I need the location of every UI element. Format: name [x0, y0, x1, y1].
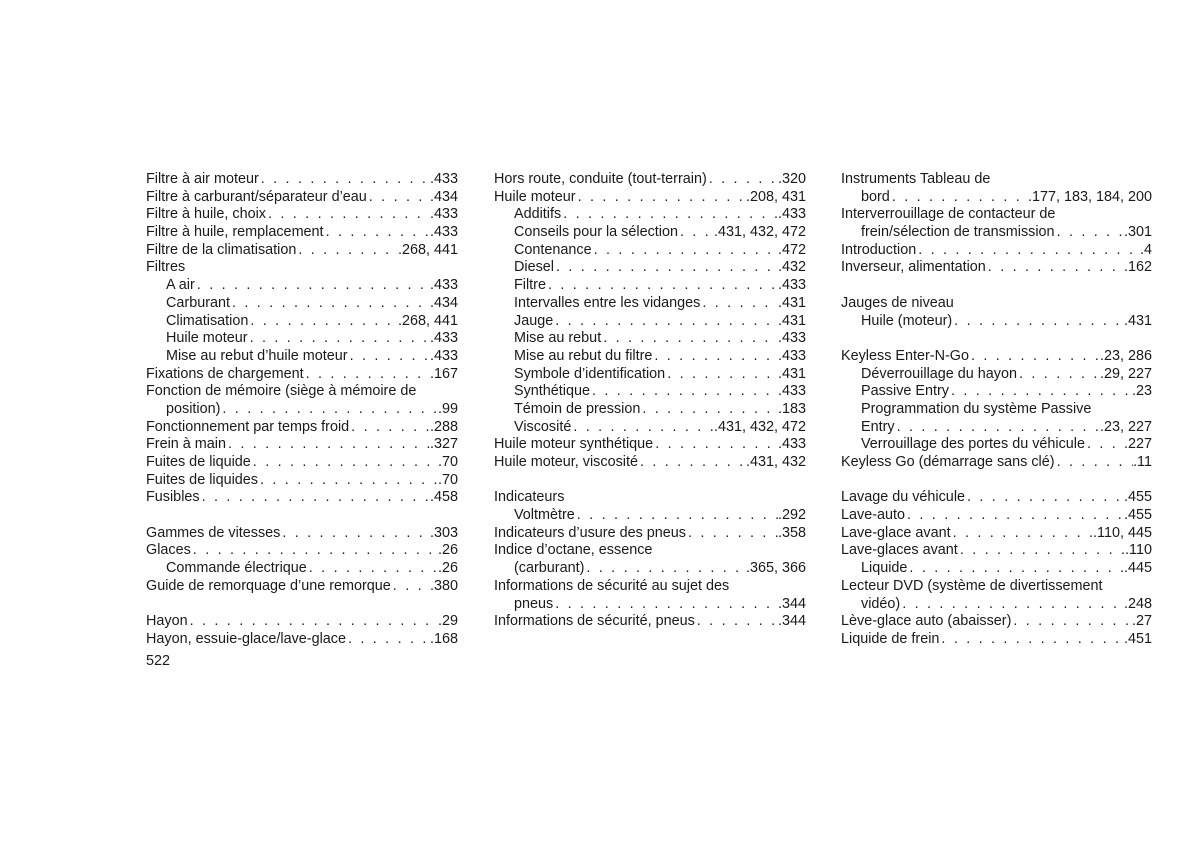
index-entry	[841, 295, 1152, 313]
index-entry-text: Fuites de liquides	[146, 471, 258, 488]
index-page-reference: .451	[1123, 630, 1152, 647]
index-entry-text: Déverrouillage du hayon	[861, 365, 1017, 382]
index-entry-text: Diesel	[514, 259, 554, 276]
dot-leader	[1055, 224, 1124, 242]
index-page-reference: .433	[777, 277, 806, 294]
index-entry-text: Lave-auto	[841, 507, 906, 524]
index-page-reference: .303	[429, 524, 458, 541]
index-entry-text: Lave-glace avant	[841, 524, 951, 541]
index-entry-text: Filtre	[514, 277, 546, 294]
dot-leader	[561, 206, 778, 224]
dot-leader	[951, 525, 1093, 543]
dot-leader	[895, 419, 1100, 437]
index-subentry	[841, 189, 1152, 207]
index-page-reference: .433	[777, 383, 806, 400]
index-page-reference: .433	[429, 171, 458, 187]
index-page-reference: .292	[777, 507, 806, 524]
index-subentry	[494, 295, 806, 313]
index-spacer	[146, 596, 458, 614]
page-number: 522	[146, 653, 171, 669]
index-entry-text: Lève-glace auto (abaisser)	[841, 613, 1012, 630]
index-page-reference: .431, 432	[745, 454, 806, 470]
index-entry	[841, 489, 1152, 507]
index-page-reference: .23, 227	[1099, 418, 1152, 435]
index-entry	[841, 631, 1152, 649]
index-page-reference: .320	[777, 171, 806, 187]
index-subentry	[841, 596, 1152, 614]
index-page-reference: .301	[1123, 224, 1152, 241]
dot-leader	[546, 277, 778, 295]
index-subentry	[494, 401, 806, 419]
dot-leader	[601, 330, 778, 348]
index-page-reference: .227	[1123, 436, 1152, 453]
dot-leader	[905, 507, 1124, 525]
dot-leader	[653, 436, 778, 454]
index-subentry	[146, 277, 458, 295]
dot-leader	[251, 454, 438, 472]
index-entry	[494, 189, 806, 207]
index-subentry	[146, 295, 458, 313]
index-entry-text: Keyless Go (démarrage sans clé)	[841, 454, 1055, 470]
index-page-reference: .433	[777, 347, 806, 364]
index-page-reference: .433	[429, 347, 458, 364]
dot-leader	[1011, 613, 1132, 631]
index-page-reference: .433	[777, 330, 806, 347]
index-subentry	[494, 259, 806, 277]
dot-leader	[584, 560, 746, 578]
index-entry	[841, 578, 1152, 596]
index-entry	[494, 578, 806, 596]
index-subentry	[841, 224, 1152, 242]
index-entry-text: Fonction de mémoire (siège à mémoire de	[146, 383, 417, 400]
dot-leader	[266, 206, 430, 224]
dot-leader	[575, 507, 778, 525]
index-entry-text: Filtre à huile, choix	[146, 206, 266, 223]
index-subentry	[841, 366, 1152, 384]
dot-leader	[638, 454, 746, 472]
dot-leader	[1055, 454, 1134, 472]
index-subentry	[146, 560, 458, 578]
dot-leader	[1017, 366, 1100, 384]
index-page-reference: .268, 441	[397, 312, 458, 329]
index-subentry	[841, 560, 1152, 578]
index-column-1	[146, 171, 458, 649]
index-entry-text: Gammes de vitesses	[146, 524, 281, 541]
dot-leader	[348, 348, 430, 366]
index-page-reference: .433	[429, 206, 458, 223]
index-subentry	[494, 313, 806, 331]
index-entry	[146, 436, 458, 454]
dot-leader	[695, 613, 778, 631]
index-entry-text: Climatisation	[166, 312, 249, 329]
index-subentry	[841, 436, 1152, 454]
index-entry-text: Hayon	[146, 613, 188, 630]
index-entry	[146, 366, 458, 384]
index-page-reference: .177, 183, 184, 200	[1027, 188, 1152, 205]
dot-leader	[640, 401, 778, 419]
index-entry	[494, 436, 806, 454]
index-page-reference: .70	[437, 454, 458, 470]
dot-leader	[678, 224, 714, 242]
index-page-reference: .167	[429, 365, 458, 382]
index-entry	[841, 259, 1152, 277]
dot-leader	[248, 313, 398, 331]
dot-leader	[969, 348, 1100, 366]
index-entry-text: Interverrouillage de contacteur de	[841, 206, 1056, 223]
index-column-3	[841, 171, 1152, 649]
index-page-reference: .433	[777, 206, 806, 223]
index-entry-text: Huile moteur, viscosité	[494, 454, 638, 470]
index-entry	[841, 454, 1152, 472]
index-subentry	[841, 419, 1152, 437]
index-entry	[841, 348, 1152, 366]
index-entry-text: Passive Entry	[861, 383, 949, 400]
index-page-reference: .434	[429, 294, 458, 311]
dot-leader	[652, 348, 778, 366]
dot-leader	[220, 401, 438, 419]
index-column-2	[494, 171, 806, 631]
index-spacer	[841, 277, 1152, 295]
index-page-reference: .433	[429, 277, 458, 294]
index-entry-text: Fusibles	[146, 489, 200, 506]
index-entry	[494, 489, 806, 507]
index-entry-text: Mise au rebut d’huile moteur	[166, 347, 348, 364]
index-entry-text: Lavage du véhicule	[841, 489, 966, 506]
index-entry-text: Commande électrique	[166, 560, 307, 577]
index-page-reference: .431	[777, 294, 806, 311]
index-entry-text: frein/sélection de transmission	[861, 224, 1055, 241]
index-entry-text: Introduction	[841, 241, 917, 258]
index-entry	[146, 383, 458, 401]
index-entry	[146, 613, 458, 631]
dot-leader	[553, 596, 778, 614]
index-subentry	[146, 330, 458, 348]
index-page-reference: .26	[437, 542, 458, 559]
index-entry-text: Liquide	[861, 560, 908, 577]
index-page-reference: .70	[437, 471, 458, 488]
index-spacer	[146, 507, 458, 525]
index-page-reference: .431	[777, 312, 806, 329]
dot-leader	[592, 242, 778, 260]
dot-leader	[665, 366, 778, 384]
dot-leader	[965, 489, 1124, 507]
dot-leader	[259, 171, 430, 189]
index-page-reference: .168	[429, 630, 458, 647]
index-entry	[494, 542, 806, 560]
index-subentry	[494, 419, 806, 437]
dot-leader	[576, 189, 746, 207]
index-entry-text: Voltmètre	[514, 507, 575, 524]
index-page-reference: .208, 431	[745, 188, 806, 205]
index-page-reference: .431, 432, 472	[713, 224, 806, 241]
index-page-reference: .23	[1131, 383, 1152, 400]
index-entry-text: bord	[861, 188, 890, 205]
index-entry-text: Glaces	[146, 542, 191, 559]
dot-leader	[958, 542, 1125, 560]
index-entry-text: Verrouillage des portes du véhicule	[861, 436, 1085, 453]
index-entry-text: Filtres	[146, 259, 186, 276]
dot-leader	[916, 242, 1140, 260]
index-subentry	[494, 330, 806, 348]
index-page-reference: .327	[429, 436, 458, 453]
index-entry-text: Inverseur, alimentation	[841, 259, 986, 276]
dot-leader	[304, 366, 430, 384]
index-page-reference: .11	[1133, 454, 1152, 470]
index-page-reference: .472	[777, 241, 806, 258]
index-entry-text: Symbole d’identification	[514, 365, 666, 382]
dot-leader	[258, 472, 438, 490]
index-page-reference: .455	[1123, 507, 1152, 524]
index-page-reference: .288	[429, 418, 458, 435]
dot-leader	[986, 259, 1124, 277]
index-entry-text: Indicateurs d’usure des pneus	[494, 524, 686, 541]
index-entry	[146, 578, 458, 596]
index-subentry	[494, 507, 806, 525]
index-page-reference: .455	[1123, 489, 1152, 506]
index-page-reference: .380	[429, 577, 458, 594]
index-entry	[146, 259, 458, 277]
dot-leader	[391, 578, 430, 596]
index-page-reference: .248	[1123, 595, 1152, 612]
index-entry-text: Huile (moteur)	[861, 312, 953, 329]
index-entry	[146, 206, 458, 224]
index-entry-text: vidéo)	[861, 595, 901, 612]
index-subentry	[494, 596, 806, 614]
index-entry	[841, 542, 1152, 560]
index-page-reference: .27	[1131, 613, 1152, 630]
index-page-reference: .365, 366	[745, 560, 806, 577]
index-page-reference: .23, 286	[1099, 347, 1152, 364]
index-entry-text: Frein à main	[146, 436, 226, 453]
index-entry-text: Entry	[861, 418, 895, 435]
index-entry-text: Huile moteur synthétique	[494, 436, 654, 453]
dot-leader	[939, 631, 1124, 649]
index-entry-text: Programmation du système Passive	[861, 400, 1092, 417]
index-entry-text: Contenance	[514, 241, 592, 258]
dot-leader	[590, 383, 778, 401]
dot-leader	[707, 171, 778, 189]
dot-leader	[195, 277, 430, 295]
index-entry-text: Fonctionnement par temps froid	[146, 418, 350, 435]
index-page-reference: .4	[1139, 241, 1152, 258]
dot-leader	[200, 489, 430, 507]
index-entry-text: Intervalles entre les vidanges	[514, 294, 701, 311]
index-entry-text: position)	[166, 400, 221, 417]
dot-leader	[349, 419, 430, 437]
index-entry	[841, 206, 1152, 224]
dot-leader	[280, 525, 430, 543]
index-entry-text: Informations de sécurité, pneus	[494, 613, 695, 630]
index-entry-text: Fixations de chargement	[146, 365, 304, 382]
index-entry-text: Filtre à carburant/séparateur d’eau	[146, 188, 367, 205]
index-entry	[494, 525, 806, 543]
index-entry-text: Informations de sécurité au sujet des	[494, 577, 730, 594]
index-page-reference: .431	[1123, 312, 1152, 329]
index-page-reference: .99	[437, 400, 458, 417]
index-entry-text: Additifs	[514, 206, 562, 223]
index-page-reference: .431, 432, 472	[713, 418, 806, 435]
index-page-reference: .434	[429, 188, 458, 205]
index-page-reference: .433	[429, 330, 458, 347]
dot-leader	[226, 436, 430, 454]
index-entry-text: Carburant	[166, 294, 230, 311]
index-subentry	[494, 277, 806, 295]
index-entry-text: Jauge	[514, 312, 554, 329]
index-page-reference: .433	[429, 224, 458, 241]
index-entry	[146, 542, 458, 560]
index-entry-text: Conseils pour la sélection	[514, 224, 678, 241]
dot-leader	[188, 613, 438, 631]
index-entry-text: Jauges de niveau	[841, 294, 954, 311]
index-entry	[841, 242, 1152, 260]
index-entry	[494, 613, 806, 631]
dot-leader	[890, 189, 1028, 207]
dot-leader	[1085, 436, 1124, 454]
index-subentry	[146, 401, 458, 419]
index-page-reference: .431	[777, 365, 806, 382]
dot-leader	[324, 224, 430, 242]
index-entry-text: (carburant)	[514, 560, 585, 577]
index-entry-text: Synthétique	[514, 383, 591, 400]
index-entry-text: Viscosité	[514, 418, 572, 435]
index-subentry	[146, 313, 458, 331]
index-entry	[841, 525, 1152, 543]
index-subentry	[146, 348, 458, 366]
dot-leader	[700, 295, 778, 313]
index-entry-text: Lave-glaces avant	[841, 542, 958, 559]
index-entry-text: Filtre à air moteur	[146, 171, 259, 187]
index-subentry	[494, 206, 806, 224]
index-entry	[146, 489, 458, 507]
index-subentry	[841, 401, 1152, 419]
index-entry-text: Témoin de pression	[514, 400, 641, 417]
index-entry-text: A air	[166, 277, 195, 294]
index-page-reference: .445	[1123, 560, 1152, 577]
index-entry-text: Instruments Tableau de	[841, 171, 991, 187]
index-page-reference: .458	[429, 489, 458, 506]
index-subentry	[494, 224, 806, 242]
dot-leader	[191, 542, 438, 560]
index-entry-text: pneus	[514, 595, 554, 612]
dot-leader	[346, 631, 430, 649]
index-page-reference: .110, 445	[1093, 524, 1152, 541]
index-entry	[841, 171, 1152, 189]
index-page-reference: .29, 227	[1099, 365, 1152, 382]
index-page-reference: .358	[777, 524, 806, 541]
index-entry	[146, 419, 458, 437]
index-spacer	[494, 472, 806, 490]
index-entry	[146, 242, 458, 260]
index-entry-text: Fuites de liquide	[146, 454, 251, 470]
index-entry	[494, 454, 806, 472]
index-subentry	[841, 313, 1152, 331]
dot-leader	[952, 313, 1124, 331]
index-page-reference: .183	[777, 400, 806, 417]
dot-leader	[571, 419, 714, 437]
index-subentry	[494, 366, 806, 384]
index-spacer	[841, 330, 1152, 348]
dot-leader	[949, 383, 1132, 401]
index-entry-text: Filtre de la climatisation	[146, 241, 297, 258]
index-entry	[841, 507, 1152, 525]
index-page-reference: .26	[437, 560, 458, 577]
index-subentry	[494, 383, 806, 401]
dot-leader	[367, 189, 430, 207]
index-subentry	[841, 383, 1152, 401]
index-entry	[146, 472, 458, 490]
dot-leader	[554, 259, 778, 277]
dot-leader	[307, 560, 438, 578]
index-entry-text: Mise au rebut du filtre	[514, 347, 653, 364]
index-entry	[146, 631, 458, 649]
index-entry-text: Mise au rebut	[514, 330, 602, 347]
dot-leader	[907, 560, 1124, 578]
index-page-reference: .344	[777, 595, 806, 612]
index-entry-text: Huile moteur	[166, 330, 248, 347]
dot-leader	[553, 313, 778, 331]
index-entry	[841, 613, 1152, 631]
index-entry	[146, 224, 458, 242]
index-entry	[146, 189, 458, 207]
index-spacer	[841, 472, 1152, 490]
index-entry-text: Guide de remorquage d’une remorque	[146, 577, 391, 594]
dot-leader	[230, 295, 430, 313]
index-entry-text: Hayon, essuie-glace/lave-glace	[146, 630, 346, 647]
index-entry	[494, 171, 806, 189]
index-entry-text: Hors route, conduite (tout-terrain)	[494, 171, 707, 187]
index-page-reference: .344	[777, 613, 806, 630]
index-entry	[146, 525, 458, 543]
dot-leader	[296, 242, 398, 260]
dot-leader	[248, 330, 430, 348]
index-page-reference: .433	[777, 436, 806, 453]
index-entry-text: Keyless Enter-N-Go	[841, 347, 969, 364]
dot-leader	[686, 525, 778, 543]
index-entry-text: Lecteur DVD (système de divertissement	[841, 577, 1103, 594]
dot-leader	[900, 596, 1124, 614]
index-page-reference: .268, 441	[397, 241, 458, 258]
index-subentry	[494, 560, 806, 578]
index-entry-text: Filtre à huile, remplacement	[146, 224, 324, 241]
index-entry-text: Huile moteur	[494, 188, 576, 205]
index-page-reference: .162	[1123, 259, 1152, 276]
index-subentry	[494, 348, 806, 366]
index-entry	[146, 171, 458, 189]
index-entry	[146, 454, 458, 472]
index-entry-text: Indicateurs	[494, 489, 565, 506]
index-subentry	[494, 242, 806, 260]
index-entry-text: Indice d’octane, essence	[494, 542, 653, 559]
index-page-reference: .110	[1125, 542, 1152, 559]
index-page-reference: .432	[777, 259, 806, 276]
index-page-reference: .29	[437, 613, 458, 630]
index-entry-text: Liquide de frein	[841, 630, 940, 647]
